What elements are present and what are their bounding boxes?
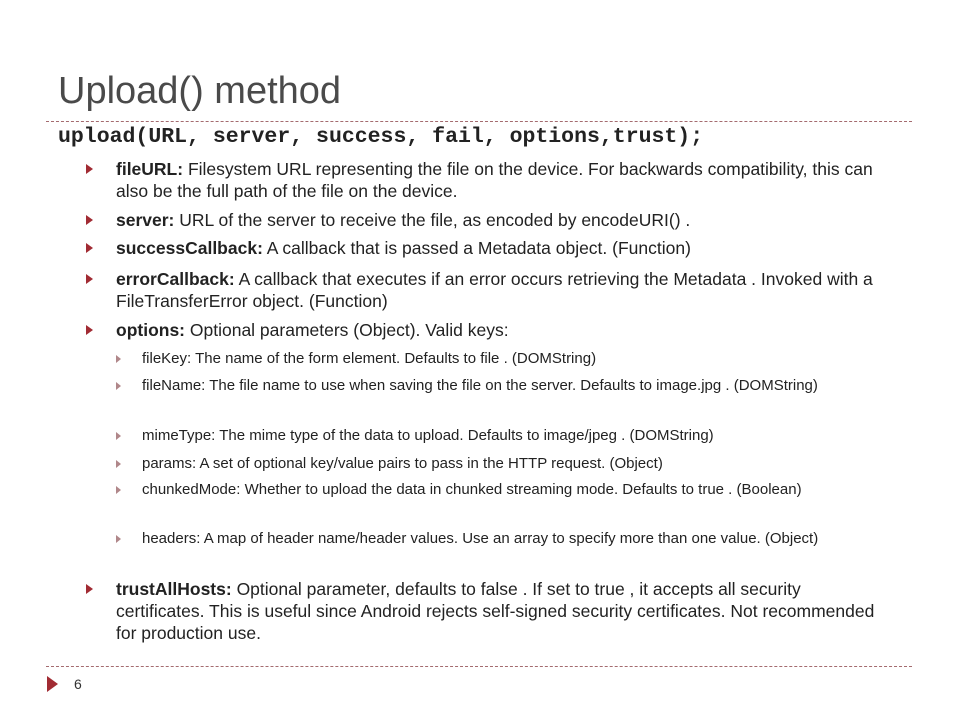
bullet-errorcallback (86, 268, 886, 312)
option-item-chunkedmode (116, 481, 896, 499)
bullet-text: A callback that executes if an error occurs retrieving the Metadata . Invoked with a FileTransferError object. (Function) (116, 269, 873, 311)
sub-bullet-triangle-icon (116, 460, 121, 468)
top-divider (46, 121, 912, 122)
bullet-server (86, 209, 886, 231)
option-text: params: A set of optional key/value pairs to pass in the HTTP request. (Object) (142, 455, 663, 472)
bullet-key: errorCallback: (116, 269, 235, 289)
bullet-triangle-icon (86, 274, 93, 284)
option-item-filename (116, 377, 896, 395)
bullet-triangle-icon (86, 215, 93, 225)
bottom-divider (46, 666, 912, 667)
sub-bullet-triangle-icon (116, 535, 121, 543)
option-text: mimeType: The mime type of the data to upload. Defaults to image/jpeg . (DOMString) (142, 427, 714, 444)
bullet-text: Optional parameter, defaults to false . If set to true , it accepts all security certificates. This is useful since Android rejects self-signed security certificates. Not recommended for production use. (116, 579, 875, 643)
bullet-text: Filesystem URL representing the file on the device. For backwards compatibility, this can also be the full path of the file on the device. (116, 159, 873, 201)
option-text: headers: A map of header name/header values. Use an array to specify more than one value. (Object) (142, 530, 819, 547)
sub-bullet-triangle-icon (116, 432, 121, 440)
bullet-key: options: (116, 320, 186, 340)
bullet-text: Optional parameters (Object). Valid keys: (185, 320, 509, 340)
bullet-triangle-icon (86, 325, 93, 335)
slide-title: Upload() method (58, 70, 342, 112)
sub-bullet-triangle-icon (116, 382, 121, 390)
bullet-trustallhosts (86, 578, 886, 644)
bullet-triangle-icon (86, 584, 93, 594)
sub-bullet-triangle-icon (116, 355, 121, 363)
sub-bullet-triangle-icon (116, 486, 121, 494)
bullet-key: server: (116, 210, 175, 230)
option-text: fileName: The file name to use when saving the file on the server. Defaults to image.jpg . (DOMString) (142, 377, 818, 394)
option-item-mimetype (116, 427, 896, 445)
bullet-text: A callback that is passed a Metadata object. (Function) (262, 238, 691, 258)
bullet-options (86, 319, 886, 341)
bullet-fileurl (86, 158, 886, 202)
bullet-text: URL of the server to receive the file, as encoded by encodeURI() . (174, 210, 691, 230)
footer-triangle-icon (47, 676, 58, 692)
option-item-params (116, 455, 896, 473)
bullet-key: successCallback: (116, 238, 263, 258)
bullet-triangle-icon (86, 243, 93, 253)
bullet-key: trustAllHosts: (116, 579, 232, 599)
bullet-key: fileURL: (116, 159, 184, 179)
option-text: chunkedMode: Whether to upload the data in chunked streaming mode. Defaults to true . (Boolean) (142, 481, 802, 498)
page-number: 6 (74, 676, 82, 692)
option-item-filekey (116, 350, 896, 368)
bullet-successcallback (86, 237, 886, 259)
bullet-triangle-icon (86, 164, 93, 174)
method-signature: upload(URL, server, success, fail, options,trust); (58, 125, 704, 149)
option-text: fileKey: The name of the form element. Defaults to file . (DOMString) (142, 350, 597, 367)
option-item-headers (116, 530, 896, 548)
